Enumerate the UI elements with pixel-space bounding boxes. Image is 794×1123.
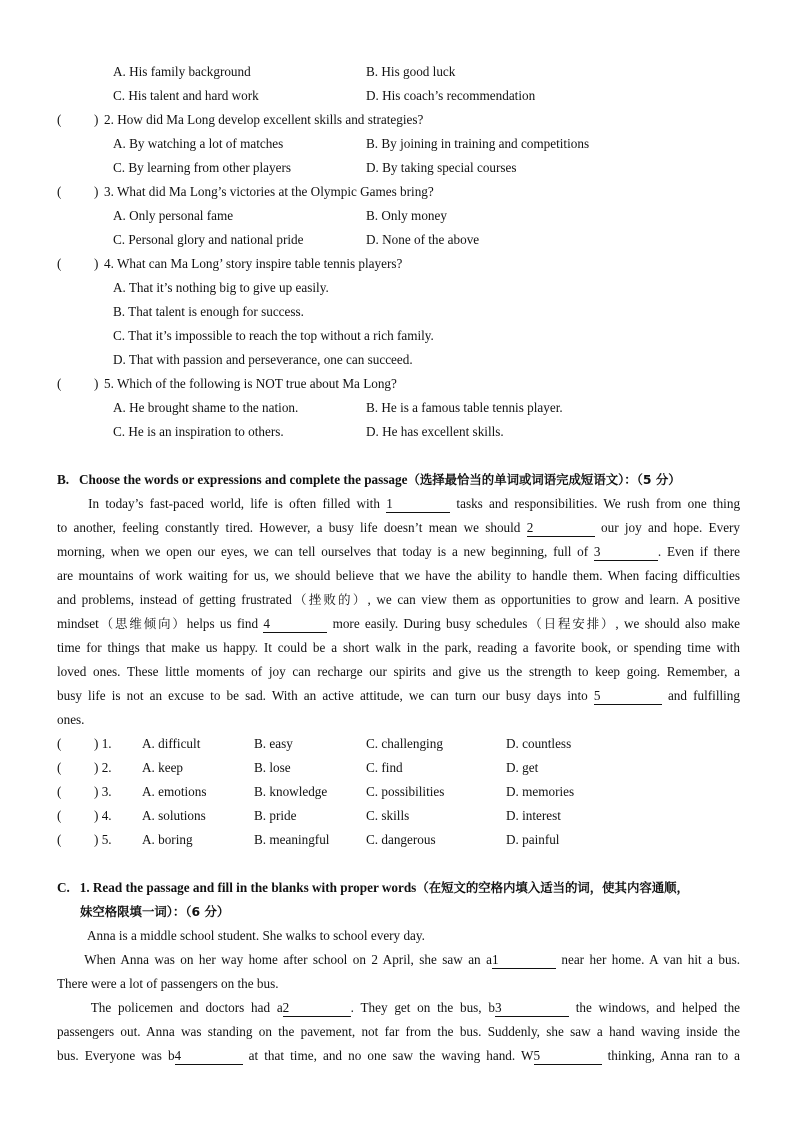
b-row-3-option-b: B. knowledge: [254, 784, 328, 799]
passage-c-text: near her home. A van hit a bus.: [561, 952, 741, 967]
passage-b-line-3: [57, 543, 740, 561]
section-b-heading: [57, 471, 681, 489]
q4-option-b: B. That talent is enough for success.: [113, 304, 304, 319]
b-row-1-option-d: D. countless: [506, 736, 572, 751]
passage-b-line-1: [57, 495, 740, 513]
b-row-3-option-c: C. possibilities: [366, 784, 445, 799]
q2-option-d: D. By taking special courses: [366, 160, 517, 175]
passage-c-text: . They get on the bus, b: [350, 1000, 495, 1015]
q5-option-d: D. He has excellent skills.: [366, 424, 504, 439]
b-row-1-option-b: B. easy: [254, 736, 293, 751]
passage-c-line-1: Anna is a middle school student. She walks to school every day.: [87, 928, 425, 943]
blank-b-2[interactable]: 2: [527, 520, 595, 537]
q3-answer-paren-open[interactable]: (: [57, 184, 62, 199]
passage-c-line-2: [57, 951, 740, 969]
passage-c-line-3: There were a lot of passengers on the bus.: [57, 976, 279, 991]
passage-c-text: the windows, and helped the: [575, 1000, 741, 1015]
q3-option-c: C. Personal glory and national pride: [113, 232, 304, 247]
section-b-instruction-cn: （选择最恰当的单词或词语完成短语文）：（5 分）: [407, 472, 681, 487]
b-row-2-option-b: B. lose: [254, 760, 291, 775]
q5-answer-paren-close: ): [94, 376, 99, 391]
b-row-4-option-b: B. pride: [254, 808, 297, 823]
passage-b-text: and problems, instead of getting frustrated: [57, 592, 292, 607]
q5-option-b: B. He is a famous table tennis player.: [366, 400, 563, 415]
passage-b-text: mindset: [57, 616, 99, 631]
b-row-5-paren[interactable]: (: [57, 832, 62, 847]
q2-option-c: C. By learning from other players: [113, 160, 291, 175]
b-row-5-number: ) 5.: [94, 832, 112, 847]
q4-option-d: D. That with passion and perseverance, one can succeed.: [113, 352, 413, 367]
section-c-heading-cont: 妹空格限填一词）：（6 分）: [80, 904, 230, 919]
section-c-heading: [57, 879, 689, 897]
blank-c-3[interactable]: 3: [495, 1000, 569, 1017]
blank-c-5[interactable]: 5: [534, 1048, 602, 1065]
passage-c-line-4: [57, 999, 740, 1017]
b-row-3-paren[interactable]: (: [57, 784, 62, 799]
blank-b-3[interactable]: 3: [594, 544, 658, 561]
passage-b-line-5: [57, 591, 740, 609]
q3-option-a: A. Only personal fame: [113, 208, 234, 223]
q1-option-a: A. His family background: [113, 64, 251, 79]
passage-b-text: In today’s fast-paced world, life is often filled with: [88, 496, 380, 511]
q4-option-a: A. That it’s nothing big to give up easily.: [113, 280, 329, 295]
q1-option-c: C. His talent and hard work: [113, 88, 259, 103]
q4-stem: 4. What can Ma Long’ story inspire table tennis players?: [104, 256, 403, 271]
passage-b-text: helps us find: [186, 616, 259, 631]
q2-option-b: B. By joining in training and competitions: [366, 136, 590, 151]
blank-b-4[interactable]: 4: [263, 616, 327, 633]
b-row-1-number: ) 1.: [94, 736, 112, 751]
q2-answer-paren-open[interactable]: (: [57, 112, 62, 127]
q5-option-c: C. He is an inspiration to others.: [113, 424, 284, 439]
passage-b-text: , we should also make: [615, 616, 741, 631]
passage-c-line-5: passengers out. Anna was standing on the pavement, not far from the bus. Suddenly, she saw a hand waving inside the: [57, 1024, 740, 1039]
q3-answer-paren-close: ): [94, 184, 99, 199]
q3-option-d: D. None of the above: [366, 232, 480, 247]
section-c-label: C.: [57, 880, 70, 895]
passage-c-text: at that time, and no one saw the waving hand. W: [248, 1048, 534, 1063]
passage-b-line-9: [57, 687, 740, 705]
b-row-4-paren[interactable]: (: [57, 808, 62, 823]
q3-option-b: B. Only money: [366, 208, 447, 223]
b-row-5-option-c: C. dangerous: [366, 832, 436, 847]
q4-answer-paren-close: ): [94, 256, 99, 271]
q3-stem: 3. What did Ma Long’s victories at the Olympic Games bring?: [104, 184, 434, 199]
passage-b-gloss: （思维倾向）: [98, 616, 187, 631]
q5-stem: 5. Which of the following is NOT true about Ma Long?: [104, 376, 397, 391]
passage-b-text: morning, when we open our eyes, we can tell ourselves that today is a new beginning, full of: [57, 544, 589, 559]
q1-option-d: D. His coach’s recommendation: [366, 88, 536, 103]
section-c-instruction: 1. Read the passage and fill in the blanks with proper words: [79, 880, 417, 895]
b-row-3-number: ) 3.: [94, 784, 112, 799]
blank-b-1[interactable]: 1: [386, 496, 450, 513]
passage-b-text: more easily. During busy schedules: [332, 616, 528, 631]
b-row-5-option-b: B. meaningful: [254, 832, 330, 847]
passage-b-text: to another, feeling constantly tired. However, a busy life doesn’t mean we should: [57, 520, 521, 535]
b-row-3-option-d: D. memories: [506, 784, 575, 799]
q4-option-c: C. That it’s impossible to reach the top without a rich family.: [113, 328, 434, 343]
blank-c-4[interactable]: 4: [175, 1048, 243, 1065]
b-row-1-option-a: A. difficult: [142, 736, 201, 751]
passage-b-line-8: loved ones. These little moments of joy can recharge our spirits and give us the strength to keep going. Remember, a: [57, 664, 740, 679]
passage-b-text: . Even if there: [657, 544, 741, 559]
passage-b-text: busy life is not an excuse to be sad. With an active attitude, we can turn our busy days into: [57, 688, 588, 703]
q4-answer-paren-open[interactable]: (: [57, 256, 62, 271]
blank-c-1[interactable]: 1: [492, 952, 556, 969]
passage-b-line-4: are mountains of work waiting for us, we should believe that we have the ability to handle them. When facing difficulties: [57, 568, 740, 583]
b-row-5-option-a: A. boring: [142, 832, 193, 847]
passage-b-text: and fulfilling: [667, 688, 740, 703]
passage-c-text: The policemen and doctors had a: [90, 1000, 283, 1015]
passage-b-line-6: [57, 615, 740, 633]
passage-b-text: , we can view them as opportunities to grow and learn. A positive: [367, 592, 740, 607]
b-row-2-option-c: C. find: [366, 760, 403, 775]
passage-b-gloss: （挫败的）: [291, 592, 368, 607]
section-c-instruction-cn: （在短文的空格内填入适当的词，使其内容通顺，: [416, 880, 689, 895]
blank-b-5[interactable]: 5: [594, 688, 662, 705]
q2-stem: 2. How did Ma Long develop excellent skills and strategies?: [104, 112, 424, 127]
b-row-4-option-d: D. interest: [506, 808, 561, 823]
blank-c-2[interactable]: 2: [283, 1000, 351, 1017]
section-b-instruction: Choose the words or expressions and complete the passage: [78, 472, 408, 487]
passage-c-line-6: [57, 1047, 740, 1065]
b-row-2-number: ) 2.: [94, 760, 112, 775]
b-row-4-option-a: A. solutions: [142, 808, 206, 823]
b-row-2-paren[interactable]: (: [57, 760, 62, 775]
passage-b-line-7: time for things that make us happy. It could be a short walk in the park, reading a favorite book, or spending time with: [57, 640, 740, 655]
q2-answer-paren-close: ): [94, 112, 99, 127]
passage-b-line-2: [57, 519, 740, 537]
q5-answer-paren-open[interactable]: (: [57, 376, 62, 391]
b-row-2-option-a: A. keep: [142, 760, 184, 775]
q5-option-a: A. He brought shame to the nation.: [113, 400, 299, 415]
b-row-4-option-c: C. skills: [366, 808, 410, 823]
passage-c-text: When Anna was on her way home after school on 2 April, she saw an a: [84, 952, 492, 967]
b-row-3-option-a: A. emotions: [142, 784, 207, 799]
b-row-5-option-d: D. painful: [506, 832, 560, 847]
passage-b-text: tasks and responsibilities. We rush from one thing: [456, 496, 741, 511]
passage-c-text: thinking, Anna ran to a: [607, 1048, 741, 1063]
passage-c-text: bus. Everyone was b: [57, 1048, 175, 1063]
b-row-4-number: ) 4.: [94, 808, 112, 823]
section-b-label: B.: [57, 472, 70, 487]
q2-option-a: A. By watching a lot of matches: [113, 136, 284, 151]
b-row-1-option-c: C. challenging: [366, 736, 443, 751]
passage-b-gloss: （日程安排）: [527, 616, 616, 631]
passage-b-text: our joy and hope. Every: [601, 520, 741, 535]
passage-b-line-10: ones.: [57, 712, 85, 727]
b-row-2-option-d: D. get: [506, 760, 539, 775]
q1-option-b: B. His good luck: [366, 64, 456, 79]
b-row-1-paren[interactable]: (: [57, 736, 62, 751]
